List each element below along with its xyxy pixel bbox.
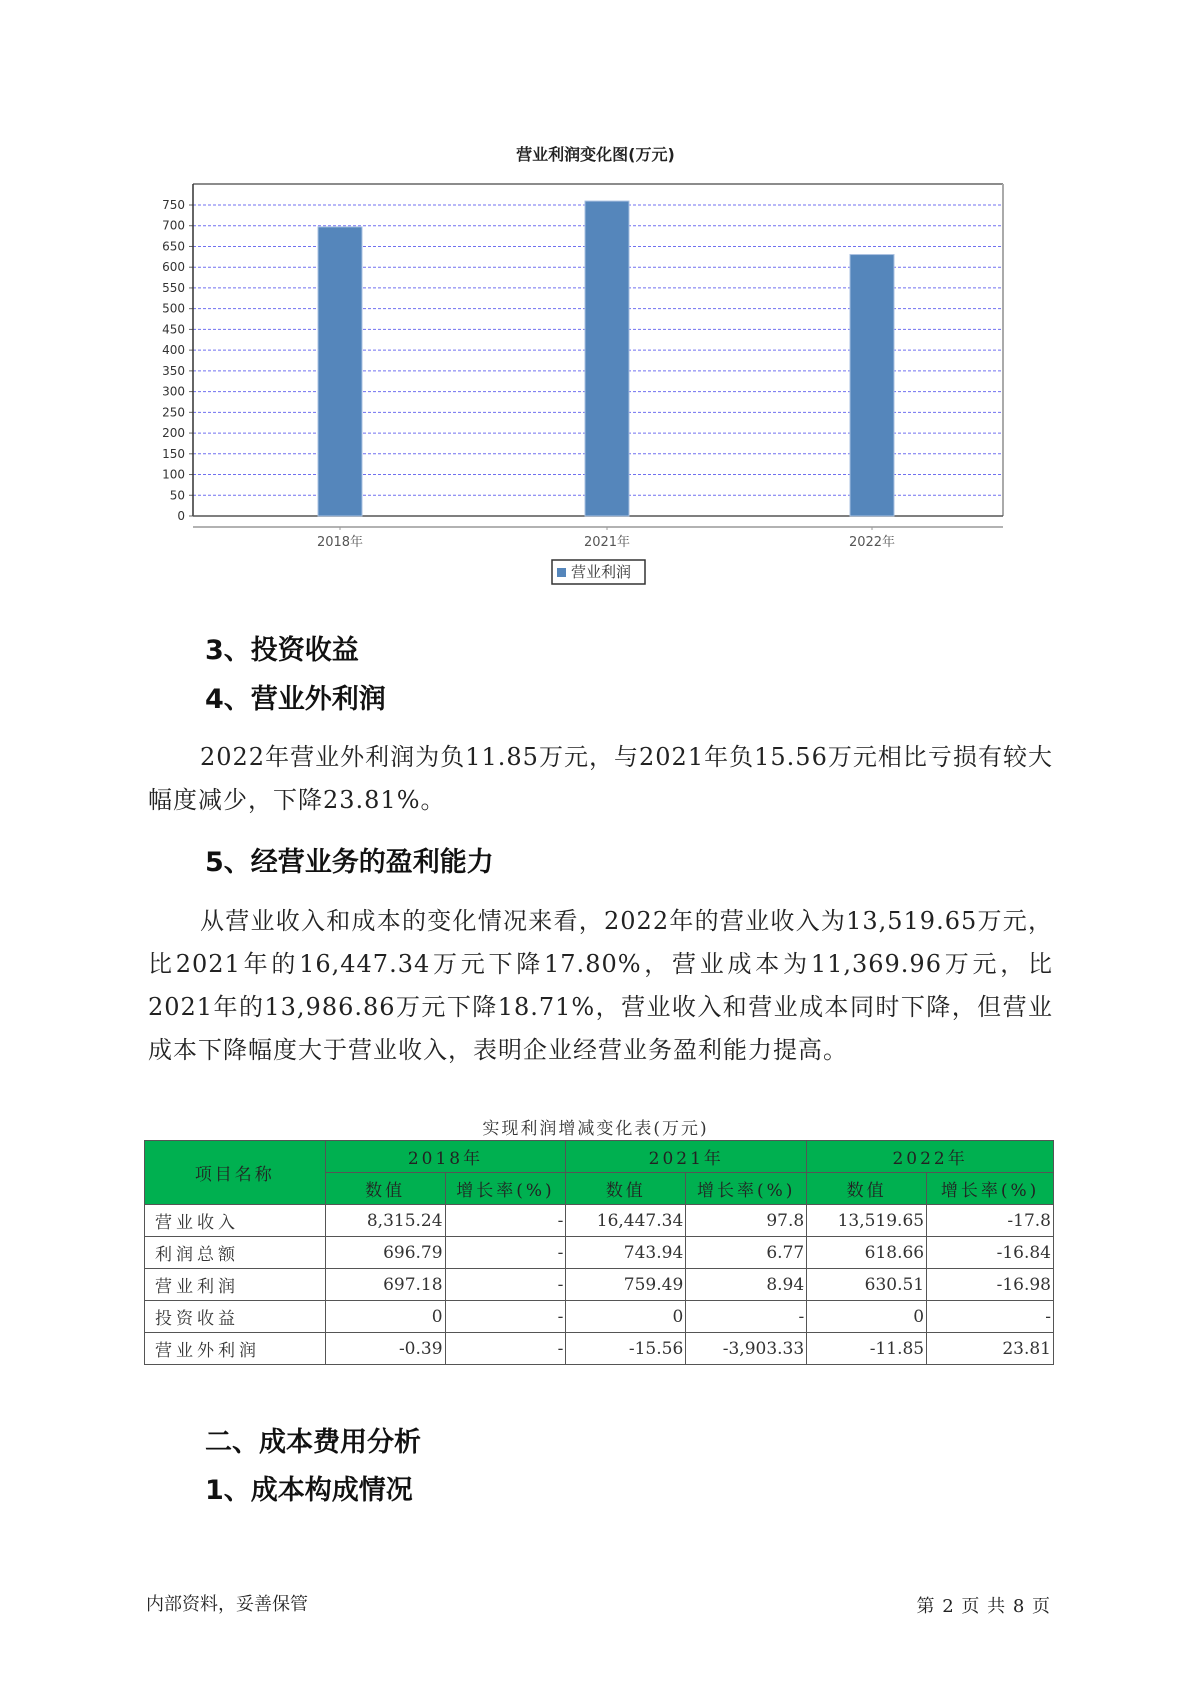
cell-value: 16,447.34 [566, 1205, 686, 1237]
legend-label: 营业利润 [571, 563, 632, 581]
y-tick-label: 200 [162, 426, 185, 441]
table-row [145, 1333, 1054, 1365]
chart-title: 营业利润变化图(万元) [516, 145, 675, 164]
header-growth-rate: 增长率(%) [686, 1173, 807, 1205]
header-year: 2018年 [325, 1141, 566, 1173]
row-item-name: 营业外利润 [145, 1333, 326, 1365]
table-row [145, 1237, 1054, 1269]
cell-growth-rate: 97.8 [686, 1205, 807, 1237]
cell-growth-rate: 8.94 [686, 1269, 807, 1301]
y-tick-label: 50 [169, 488, 185, 503]
y-tick-label: 750 [162, 198, 185, 212]
y-tick-label: 350 [162, 363, 185, 378]
cell-growth-rate: -3,903.33 [686, 1333, 807, 1365]
table-caption: 实现利润增减变化表(万元) [482, 1119, 709, 1139]
cell-value: 0 [566, 1301, 686, 1333]
cell-value: 0 [325, 1301, 445, 1333]
cell-value: 8,315.24 [325, 1205, 445, 1237]
cell-value: 0 [807, 1301, 927, 1333]
cell-growth-rate: 23.81 [927, 1333, 1054, 1365]
header-value: 数值 [566, 1173, 686, 1205]
y-tick-label: 150 [162, 446, 185, 461]
row-item-name: 利润总额 [145, 1237, 326, 1269]
cell-growth-rate: -17.8 [927, 1205, 1054, 1237]
cell-growth-rate: - [686, 1301, 807, 1333]
cell-growth-rate: - [445, 1237, 566, 1269]
y-tick-label: 400 [162, 343, 185, 358]
cell-value: 759.49 [566, 1269, 686, 1301]
cell-value: 630.51 [807, 1269, 927, 1301]
header-value: 数值 [325, 1173, 445, 1205]
heading-cost-composition: 1、成本构成情况 [205, 1475, 413, 1506]
cell-growth-rate: -16.98 [927, 1269, 1054, 1301]
cell-growth-rate: - [445, 1333, 566, 1365]
heading-profitability: 5、经营业务的盈利能力 [205, 847, 494, 878]
header-growth-rate: 增长率(%) [445, 1173, 566, 1205]
cell-value: 697.18 [325, 1269, 445, 1301]
header-year: 2021年 [566, 1141, 807, 1173]
y-tick-label: 450 [162, 322, 185, 337]
cell-value: 13,519.65 [807, 1205, 927, 1237]
cell-value: 618.66 [807, 1237, 927, 1269]
table-row [145, 1269, 1054, 1301]
row-item-name: 投资收益 [145, 1301, 326, 1333]
bar-2021 [585, 201, 629, 516]
profit-change-table [144, 1140, 1054, 1365]
header-year: 2022年 [807, 1141, 1054, 1173]
y-tick-label: 100 [162, 467, 185, 482]
cell-value: -0.39 [325, 1333, 445, 1365]
y-tick-label: 500 [162, 301, 185, 316]
cell-value: 743.94 [566, 1237, 686, 1269]
heading-cost-analysis: 二、成本费用分析 [205, 1427, 421, 1458]
y-tick-label: 700 [162, 218, 185, 233]
cell-value: -11.85 [807, 1333, 927, 1365]
table-row [145, 1301, 1054, 1333]
cell-value: 696.79 [325, 1237, 445, 1269]
row-item-name: 营业利润 [145, 1269, 326, 1301]
cell-growth-rate: -16.84 [927, 1237, 1054, 1269]
y-tick-label: 0 [177, 509, 185, 523]
paragraph-profitability: 从营业收入和成本的变化情况来看，2022年的营业收入为13,519.65万元，比2021年的16,447.34万元下降17.80%，营业成本为11,369.96万元，比2021年的13,986.86万元下降18.71%，营业收入和营业成本同时下降，但营业成本下降幅度大于营业收入，表明企业经营业务盈利能力提高。 [148, 907, 1053, 1064]
cell-value: -15.56 [566, 1333, 686, 1365]
cell-growth-rate: - [445, 1269, 566, 1301]
heading-investment-income: 3、投资收益 [205, 635, 359, 666]
y-tick-label: 250 [162, 405, 185, 420]
x-tick-label: 2021年 [583, 535, 631, 550]
header-value: 数值 [807, 1173, 927, 1205]
y-tick-label: 550 [162, 280, 185, 295]
cell-growth-rate: 6.77 [686, 1237, 807, 1269]
cell-growth-rate: - [927, 1301, 1054, 1333]
bar-2018 [318, 227, 362, 516]
header-growth-rate: 增长率(%) [927, 1173, 1054, 1205]
operating-profit-bar-chart [0, 0, 1191, 600]
legend-swatch [557, 568, 566, 577]
y-tick-label: 300 [162, 384, 185, 399]
y-tick-label: 600 [162, 260, 185, 275]
row-item-name: 营业收入 [145, 1205, 326, 1237]
x-tick-label: 2018年 [316, 535, 364, 550]
table-header-row-years [145, 1141, 1054, 1173]
y-tick-label: 650 [162, 239, 185, 254]
paragraph-non-operating-profit: 2022年营业外利润为负11.85万元，与2021年负15.56万元相比亏损有较大幅度减少，下降23.81%。 [148, 743, 1053, 814]
cell-growth-rate: - [445, 1301, 566, 1333]
x-tick-label: 2022年 [848, 535, 896, 550]
header-item-name: 项目名称 [145, 1141, 326, 1205]
heading-non-operating-profit: 4、营业外利润 [205, 684, 386, 715]
footer-confidential-note: 内部资料，妥善保管 [146, 1594, 308, 1615]
footer-page-number: 第 2 页 共 8 页 [916, 1596, 1051, 1617]
bar-2022 [850, 255, 894, 516]
cell-growth-rate: - [445, 1205, 566, 1237]
table-row [145, 1205, 1054, 1237]
